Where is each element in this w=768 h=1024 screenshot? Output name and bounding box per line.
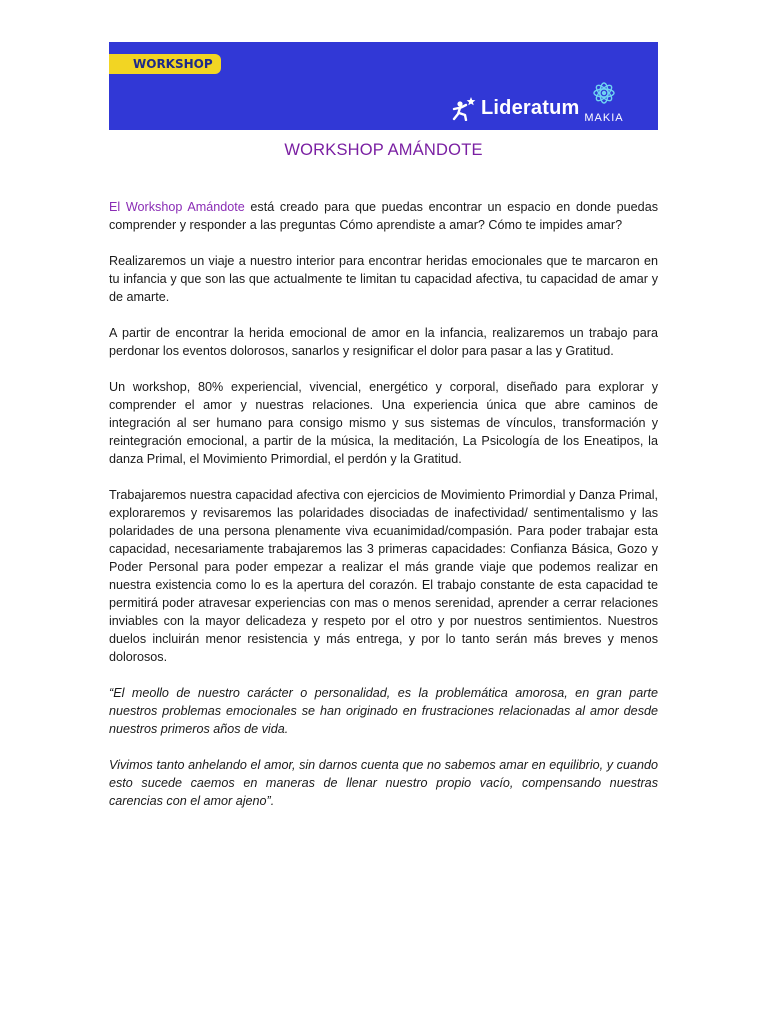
- workshop-badge: WORKSHOP: [109, 54, 221, 74]
- paragraph-experience: Un workshop, 80% experiencial, vivencial, energético y corporal, diseñado para explorar y comprender el amor y nuestras relaciones. Una experiencia única que abre caminos de integración al ser humano para consigo mismo y sus sistemas de vínculos, transformación y reintegración emocional, a partir de la música, la meditación, La Psicología de los Eneatipos, la danza Primal, el Movimiento Primordial, el perdón y la Gratitud.: [109, 380, 658, 466]
- paragraph-intro: [109, 198, 658, 234]
- makia-logo: [579, 80, 629, 122]
- page-title: WORKSHOP AMÁNDOTE: [284, 141, 483, 159]
- star-figure-icon: [451, 95, 477, 121]
- lideratum-logo: [451, 94, 579, 122]
- mandala-icon: [591, 80, 617, 106]
- workshop-name-highlight: El Workshop Amándote: [109, 200, 245, 214]
- lideratum-wordmark: Lideratum: [481, 96, 580, 119]
- header-banner: [109, 42, 658, 130]
- quote-part-1: “El meollo de nuestro carácter o personalidad, es la problemática amorosa, en gran parte nuestros problemas emocionales se han originado en frustraciones relacionadas al amor desde nuestros primeros años de vida.: [109, 686, 658, 736]
- quote-part-2: Vivimos tanto anhelando el amor, sin darnos cuenta que no sabemos amar en equilibrio, y cuando esto sucede caemos en maneras de llenar nuestro propio vacío, compensando nuestras carencias con el amor ajeno”.: [109, 758, 658, 808]
- paragraph-journey: Realizaremos un viaje a nuestro interior para encontrar heridas emocionales que te marcaron en tu infancia y que son las que actualmente te limitan tu capacidad afectiva, tu capacidad de amar y de amarte.: [109, 254, 658, 304]
- makia-wordmark: MAKIA: [584, 112, 624, 124]
- document-body: [109, 198, 658, 828]
- intro-text: está creado para que puedas encontrar un espacio en donde puedas comprender y responder a las preguntas Cómo aprendiste a amar? Cómo te impides amar?: [109, 200, 658, 232]
- paragraph-healing: A partir de encontrar la herida emocional de amor en la infancia, realizaremos un trabajo para perdonar los eventos dolorosos, sanarlos y resignificar el dolor para pasar a las y Gratitud.: [109, 326, 658, 358]
- paragraph-capacity: Trabajaremos nuestra capacidad afectiva con ejercicios de Movimiento Primordial y Danza Primal, exploraremos y revisaremos las polaridades disociadas de inafectividad/ sentimentalismo y las polaridades de una persona plenamente viva ecuanimidad/compasión. Para poder trabajar esta capacidad, necesariamente trabajaremos las 3 primeras capacidades: Confianza Básica, Gozo y Poder Personal para poder empezar a realizar el más grande viaje que podemos realizar en nuestra existencia como lo es la apertura del corazón. El trabajo constante de esta capacidad te permitirá poder atravesar experiencias con mas o menos serenidad, aprender a cerrar relaciones inviables con la mayor delicadeza y respeto por el otro y por nuestros sentimientos. Nuestros duelos incluirán menor resistencia y más entrega, y por lo tanto serán más breves y menos dolorosos.: [109, 488, 658, 664]
